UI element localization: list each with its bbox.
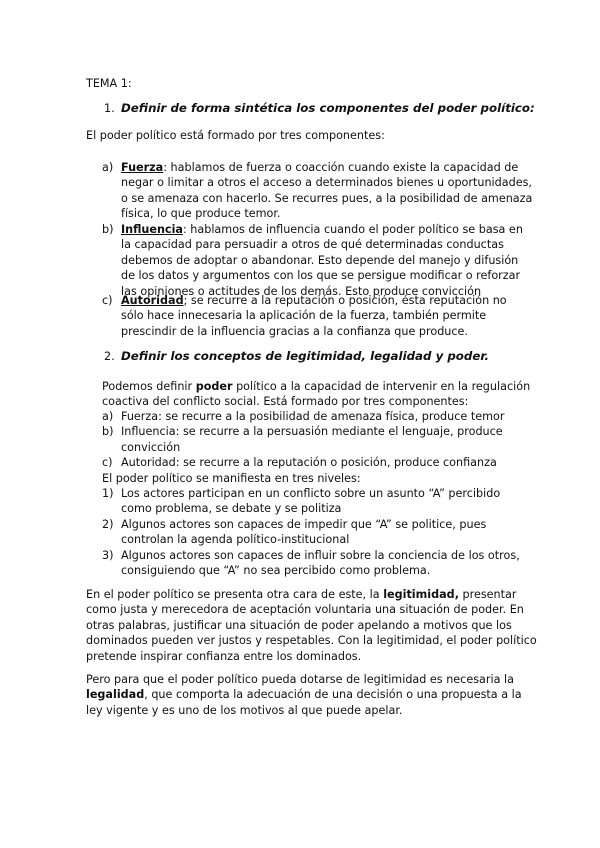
document-page: TEMA 1: 1. Definir de forma sintética los componentes del poder político: El poder político está formado por tres componentes: a) Fuerza: hablamos de fuerza o coacción cuando existe la capacidad de negar o limitar a otros el acceso a determinados bienes u oportunidades, o se amenaza con hacerlo. Se recurres pues, a la posibilidad de amenaza física, lo que produce temor. b) Influencia: hablamos de influencia cuando el poder político se basa en la capacidad para persuadir a otros de qué determinadas conductas debemos de adoptar o abandonar. Esto depende del manejo y difusión de los datos y argumentos con los que se persigue modificar o reforzar las opiniones o actitudes de los demás. Esto produce convicción c) Autoridad; se recurre a la reputación o posición, ésta reputación no sólo hace innecesaria la aplicación de la fuerza, también permite prescindir de la influencia gracias a la confianza que produce. 2. Definir los conceptos de legitimidad, legalidad y poder. Podemos definir poder político a la capacidad de intervenir en la regulación coactiva del conflicto social. Está formado por tres componentes: a) Fuerza: se recurre a la posibilidad de amenaza física, produce temor b) Influencia: se recurre a la persuasión mediante el lenguaje, produce convicción c) Autoridad: se recurre a la reputación o posición, produce confianza El poder político se manifiesta en tres niveles: 1) Los actores participan en un conflicto sobre un asunto “A” percibido como problema, se debate y se politiza 2) Algunos actores son capaces de impedir que “A” se politice, pues controlan la agenda político-institucional 3) Algunos actores son capaces de influir sobre la conciencia de los otros, consiguiendo que “A” no sea percibido como problema. En el poder político se presenta otra cara de este, la legitimidad, presentar como justa y merecedora de aceptación voluntaria una situación de poder. En otras palabras, justificar una situación de poder apelando a motivos que los dominados pueden ver justos y respetables. Con la legitimidad, el poder político pretende inspirar confianza entre los dominados. Pero para que el poder político pueda dotarse de legitimidad es necesaria la legalidad, que comporta la adecuación de una decisión o una propuesta a la ley vigente y es uno de los motivos al que puede apelar. bbox=[0, 0, 600, 848]
list-item: c) Autoridad: se recurre a la reputación o posición, produce confianza bbox=[102, 456, 497, 470]
term-autoridad: Autoridad bbox=[121, 294, 184, 307]
levels-intro: El poder político se manifiesta en tres niveles: bbox=[102, 471, 361, 485]
item-label: a) bbox=[102, 161, 114, 174]
term-legitimidad: legitimidad, bbox=[383, 588, 459, 601]
section1-intro: El poder político está formado por tres componentes: bbox=[86, 129, 385, 142]
list-item: a) Fuerza: se recurre a la posibilidad de amenaza física, produce temor bbox=[102, 410, 505, 423]
section2-number: 2. bbox=[104, 350, 115, 363]
list-item: 2) Algunos actores son capaces de impedir que “A” se politice, pues controlan la agenda político-institucional bbox=[102, 517, 487, 547]
item-label: c) bbox=[102, 294, 113, 307]
term-fuerza: Fuerza bbox=[121, 161, 164, 174]
list-item: b) Influencia: se recurre a la persuasión mediante el lenguaje, produce convicción bbox=[102, 425, 503, 454]
section1-title: Definir de forma sintética los componentes del poder político: bbox=[121, 101, 535, 115]
item-label: b) bbox=[102, 223, 114, 236]
section1-number: 1. bbox=[104, 102, 115, 115]
legitimidad-paragraph: En el poder político se presenta otra cara de este, la legitimidad, presentar como justa y merecedora de aceptación voluntaria una situación de poder. En otras palabras, justificar una situación de poder apelando a motivos que los dominados pueden ver justos y respetables. Con la legitimidad, el poder político pretende inspirar confianza entre los dominados. bbox=[86, 588, 537, 663]
list-item: 3) Algunos actores son capaces de influir sobre la conciencia de los otros, consiguiendo que “A” no sea percibido como problema. bbox=[102, 548, 520, 577]
levels-list bbox=[0, 486, 600, 578]
components-list bbox=[0, 409, 600, 486]
list-item: 1) Los actores participan en un conflicto sobre un asunto “A” percibido como problema, se debate y se politiza bbox=[102, 487, 501, 516]
term-poder: poder bbox=[195, 380, 233, 393]
tema-title: TEMA 1: bbox=[86, 77, 132, 90]
legalidad-paragraph: Pero para que el poder político pueda dotarse de legitimidad es necesaria la legalidad, que comporta la adecuación de una decisión o una propuesta a la ley vigente y es uno de los motivos al que puede apelar. bbox=[86, 673, 522, 717]
term-influencia: Influencia bbox=[121, 223, 183, 236]
term-legalidad: legalidad bbox=[86, 688, 145, 702]
section2-title: Definir los conceptos de legitimidad, legalidad y poder. bbox=[121, 349, 489, 363]
poder-definition: Podemos definir poder político a la capacidad de intervenir en la regulación coactiva del conflicto social. Está formado por tres componentes: bbox=[102, 380, 531, 409]
